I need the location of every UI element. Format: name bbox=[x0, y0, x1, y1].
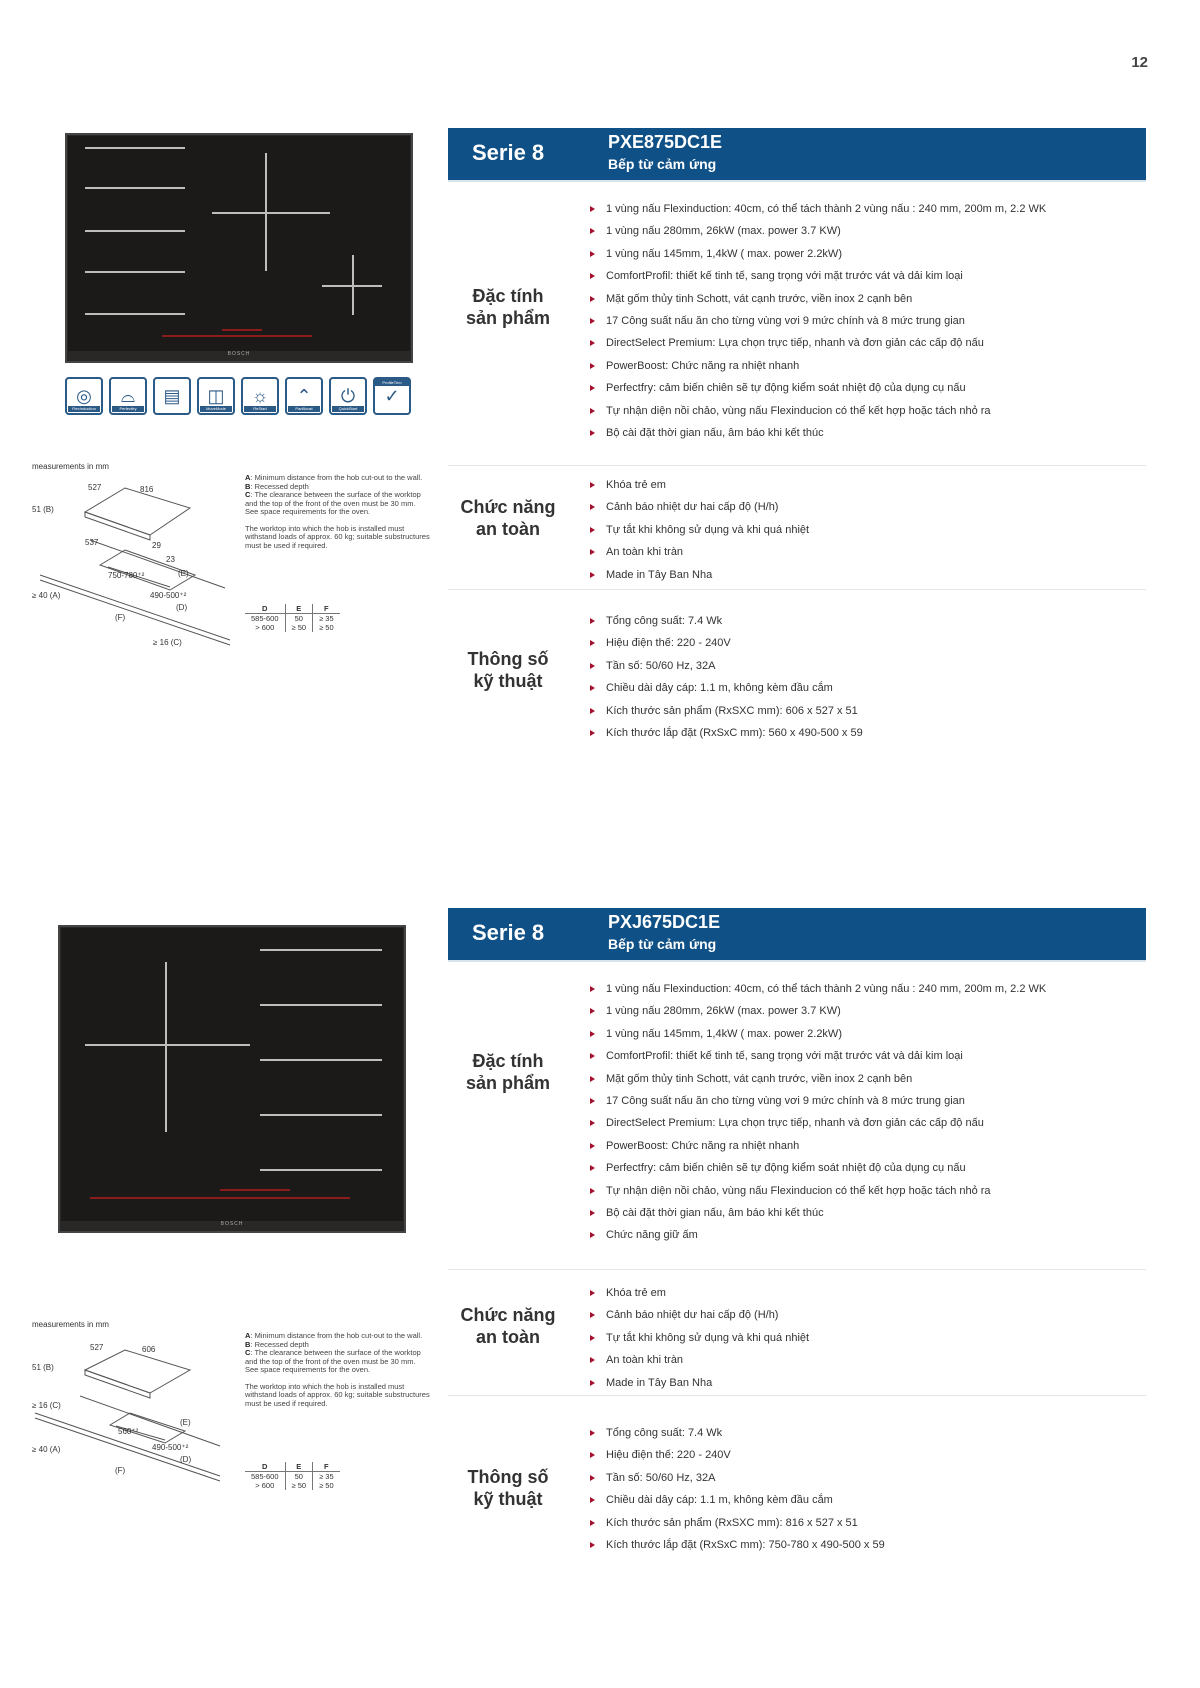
svg-text:(E): (E) bbox=[178, 569, 189, 578]
feature-list bbox=[588, 978, 1046, 1247]
list-item: Bộ cài đặt thời gian nấu, âm báo khi kết thúc bbox=[588, 1202, 1046, 1224]
list-item: ComfortProfil: thiết kế tinh tế, sang trọng với mặt trước vát và dải kim loại bbox=[588, 1045, 1046, 1067]
clearance-table: D E F 585-600 50 ≥ 35 > 600 ≥ 50 ≥ 50 bbox=[245, 604, 340, 632]
list-item: Cảnh báo nhiệt dư hai cấp độ (H/h) bbox=[588, 496, 809, 518]
section-title: Thông số kỹ thuật bbox=[467, 649, 549, 691]
list-item: Chiều dài dây cáp: 1.1 m, không kèm đầu cắm bbox=[588, 1489, 885, 1511]
svg-text:(D): (D) bbox=[176, 603, 188, 612]
list-item: 17 Công suất nấu ăn cho từng vùng vơi 9 mức chính và 8 mức trung gian bbox=[588, 310, 1046, 332]
section-title: Chức năng an toàn bbox=[460, 1305, 556, 1347]
list-item: Tự tắt khi không sử dụng và khi quá nhiệt bbox=[588, 1327, 809, 1349]
flexinduction-icon: ◎ FlexInduction bbox=[65, 377, 103, 415]
svg-text:29: 29 bbox=[152, 541, 161, 550]
svg-text:527: 527 bbox=[88, 483, 102, 492]
list-item: Tổng công suất: 7.4 Wk bbox=[588, 1422, 885, 1444]
list-item: Tự nhận diện nồi chảo, vùng nấu Flexinducion có thể kết hợp hoặc tách nhỏ ra bbox=[588, 400, 1046, 422]
section-technical-specs bbox=[448, 1396, 1146, 1566]
list-item: Tự tắt khi không sử dụng và khi quá nhiệt bbox=[588, 519, 809, 541]
svg-text:≥ 16 (C): ≥ 16 (C) bbox=[32, 1401, 61, 1410]
panboost-icon: ⌃ PanBoost bbox=[285, 377, 323, 415]
section-technical-specs bbox=[448, 590, 1146, 750]
list-item: Hiệu điện thế: 220 - 240V bbox=[588, 1444, 885, 1466]
svg-text:537: 537 bbox=[85, 538, 99, 547]
bosch-logo: BOSCH bbox=[220, 1221, 244, 1227]
specs-list bbox=[588, 610, 863, 744]
list-item: PowerBoost: Chức năng ra nhiệt nhanh bbox=[588, 1135, 1046, 1157]
product-image-hob bbox=[58, 925, 406, 1233]
list-item: Chức năng giữ ấm bbox=[588, 1224, 1046, 1246]
list-item: Hiệu điện thế: 220 - 240V bbox=[588, 632, 863, 654]
list-item: An toàn khi tràn bbox=[588, 541, 809, 563]
specs-list bbox=[588, 1422, 885, 1556]
svg-text:51 (B): 51 (B) bbox=[32, 1363, 54, 1372]
list-item: PowerBoost: Chức năng ra nhiệt nhanh bbox=[588, 355, 1046, 377]
installation-drawing bbox=[30, 1328, 240, 1518]
section-safety bbox=[448, 1270, 1146, 1396]
feature-icon-row bbox=[65, 377, 411, 415]
diagram-legend: A: Minimum distance from the hob cut-out to the wall. B: Recessed depth C: The clearance between the surface of the worktop and the top of the front of the oven must be 30 mm. See space requirements for the oven. The worktop into which the hob is installed must withstand loads of approx. 60 kg; suitable substructures must be used if required. bbox=[245, 473, 430, 550]
list-item: Kích thước lắp đặt (RxSxC mm): 560 x 490-500 x 59 bbox=[588, 722, 863, 744]
list-item: 1 vùng nấu Flexinduction: 40cm, có thể tách thành 2 vùng nấu : 240 mm, 200m m, 2.2 WK bbox=[588, 978, 1046, 1000]
list-item: Chiều dài dây cáp: 1.1 m, không kèm đầu cắm bbox=[588, 677, 863, 699]
product-header bbox=[448, 128, 1146, 180]
list-item: Kích thước sản phẩm (RxSXC mm): 816 x 527 x 51 bbox=[588, 1512, 885, 1534]
model-number: PXE875DC1E bbox=[608, 132, 723, 152]
list-item: Mặt gốm thủy tinh Schott, vát cạnh trước, viền inox 2 cạnh bên bbox=[588, 1068, 1046, 1090]
restart-icon: ☼ ReStart bbox=[241, 377, 279, 415]
quickstart-icon: ⏻ QuickStart bbox=[329, 377, 367, 415]
section-title: Chức năng an toàn bbox=[460, 497, 556, 539]
list-item: DirectSelect Premium: Lựa chọn trực tiếp, nhanh và đơn giản các cấp độ nấu bbox=[588, 1112, 1046, 1134]
list-item: Tổng công suất: 7.4 Wk bbox=[588, 610, 863, 632]
svg-text:23: 23 bbox=[166, 555, 175, 564]
svg-text:≥ 16 (C): ≥ 16 (C) bbox=[153, 638, 182, 647]
svg-text:527: 527 bbox=[90, 1343, 104, 1352]
list-item: Made in Tây Ban Nha bbox=[588, 1372, 809, 1394]
list-item: Bộ cài đặt thời gian nấu, âm báo khi kết thúc bbox=[588, 422, 1046, 444]
svg-text:(E): (E) bbox=[180, 1418, 191, 1427]
list-item: 17 Công suất nấu ăn cho từng vùng vơi 9 mức chính và 8 mức trung gian bbox=[588, 1090, 1046, 1112]
svg-text:606: 606 bbox=[142, 1345, 156, 1354]
section-title: Đặc tính sản phẩm bbox=[465, 286, 551, 328]
list-item: ComfortProfil: thiết kế tinh tế, sang trọng với mặt trước vát và dải kim loại bbox=[588, 265, 1046, 287]
list-item: Tần số: 50/60 Hz, 32A bbox=[588, 655, 863, 677]
list-item: Perfectfry: cảm biến chiên sẽ tự động kiểm soát nhiệt độ của dụng cụ nấu bbox=[588, 1157, 1046, 1179]
list-item: 1 vùng nấu 145mm, 1,4kW ( max. power 2.2kW) bbox=[588, 243, 1046, 265]
section-product-features bbox=[448, 970, 1146, 1270]
measurement-unit-label: measurements in mm bbox=[32, 462, 109, 471]
list-item: 1 vùng nấu 280mm, 26kW (max. power 3.7 KW) bbox=[588, 1000, 1046, 1022]
svg-text:≥ 40 (A): ≥ 40 (A) bbox=[32, 1445, 61, 1454]
serie-label: Serie 8 bbox=[472, 920, 545, 945]
serie-label: Serie 8 bbox=[472, 140, 545, 165]
model-number: PXJ675DC1E bbox=[608, 912, 721, 932]
svg-text:560⁺²: 560⁺² bbox=[118, 1427, 139, 1436]
installation-drawing bbox=[30, 470, 240, 660]
list-item: Kích thước lắp đặt (RxSxC mm): 750-780 x 490-500 x 59 bbox=[588, 1534, 885, 1556]
diagram-legend: A: Minimum distance from the hob cut-out to the wall. B: Recessed depth C: The clearance between the surface of the worktop and the top of the front of the oven must be 30 mm. See space requirements for the oven. The worktop into which the hob is installed must withstand loads of approx. 60 kg; suitable substructures must be used if required. bbox=[245, 1331, 430, 1408]
profile-trim-icon: ProfileTrim ✓ bbox=[373, 377, 411, 415]
list-item: Made in Tây Ban Nha bbox=[588, 564, 809, 586]
section-product-features bbox=[448, 190, 1146, 466]
safety-list bbox=[588, 474, 809, 586]
installation-diagram bbox=[30, 462, 430, 662]
svg-text:51 (B): 51 (B) bbox=[32, 505, 54, 514]
list-item: Khóa trẻ em bbox=[588, 1282, 809, 1304]
svg-text:490-500⁺²: 490-500⁺² bbox=[150, 591, 187, 600]
svg-text:≥ 40 (A): ≥ 40 (A) bbox=[32, 591, 61, 600]
list-item: 1 vùng nấu 280mm, 26kW (max. power 3.7 KW) bbox=[588, 220, 1046, 242]
list-item: DirectSelect Premium: Lựa chọn trực tiếp, nhanh và đơn giản các cấp độ nấu bbox=[588, 332, 1046, 354]
section-safety bbox=[448, 466, 1146, 590]
svg-text:(F): (F) bbox=[115, 1466, 126, 1475]
svg-text:750-780⁺²: 750-780⁺² bbox=[108, 571, 145, 580]
section-title: Đặc tính sản phẩm bbox=[465, 1051, 551, 1093]
product-header bbox=[448, 908, 1146, 960]
list-item: Cảnh báo nhiệt dư hai cấp độ (H/h) bbox=[588, 1304, 809, 1326]
svg-text:(D): (D) bbox=[180, 1455, 192, 1464]
list-item: 1 vùng nấu Flexinduction: 40cm, có thể tách thành 2 vùng nấu : 240 mm, 200m m, 2.2 WK bbox=[588, 198, 1046, 220]
product-image-hob bbox=[65, 133, 413, 363]
bosch-logo: BOSCH bbox=[227, 351, 251, 357]
list-item: 1 vùng nấu 145mm, 1,4kW ( max. power 2.2kW) bbox=[588, 1023, 1046, 1045]
clearance-table: D E F 585-600 50 ≥ 35 > 600 ≥ 50 ≥ 50 bbox=[245, 1462, 340, 1490]
safety-list bbox=[588, 1282, 809, 1394]
product-type: Bếp từ cảm ứng bbox=[608, 156, 717, 172]
page-number: 12 bbox=[1131, 54, 1148, 71]
section-title: Thông số kỹ thuật bbox=[467, 1467, 549, 1509]
svg-text:816: 816 bbox=[140, 485, 154, 494]
list-item: Perfectfry: cảm biến chiên sẽ tự động kiểm soát nhiệt độ của dụng cụ nấu bbox=[588, 377, 1046, 399]
list-item: Tần số: 50/60 Hz, 32A bbox=[588, 1467, 885, 1489]
installation-diagram bbox=[30, 1320, 430, 1520]
list-item: Khóa trẻ em bbox=[588, 474, 809, 496]
perfectfry-icon: ⌓ Perfectfry bbox=[109, 377, 147, 415]
feature-list bbox=[588, 198, 1046, 444]
movemode-icon: ◫ MoveMode bbox=[197, 377, 235, 415]
svg-text:490-500⁺²: 490-500⁺² bbox=[152, 1443, 189, 1452]
product-type: Bếp từ cảm ứng bbox=[608, 936, 717, 952]
svg-text:(F): (F) bbox=[115, 613, 126, 622]
timer-icon: ▤ bbox=[153, 377, 191, 415]
list-item: Kích thước sản phẩm (RxSXC mm): 606 x 527 x 51 bbox=[588, 700, 863, 722]
list-item: Tự nhận diện nồi chảo, vùng nấu Flexinducion có thể kết hợp hoặc tách nhỏ ra bbox=[588, 1180, 1046, 1202]
measurement-unit-label: measurements in mm bbox=[32, 1320, 109, 1329]
list-item: An toàn khi tràn bbox=[588, 1349, 809, 1371]
list-item: Mặt gốm thủy tinh Schott, vát cạnh trước, viền inox 2 cạnh bên bbox=[588, 288, 1046, 310]
